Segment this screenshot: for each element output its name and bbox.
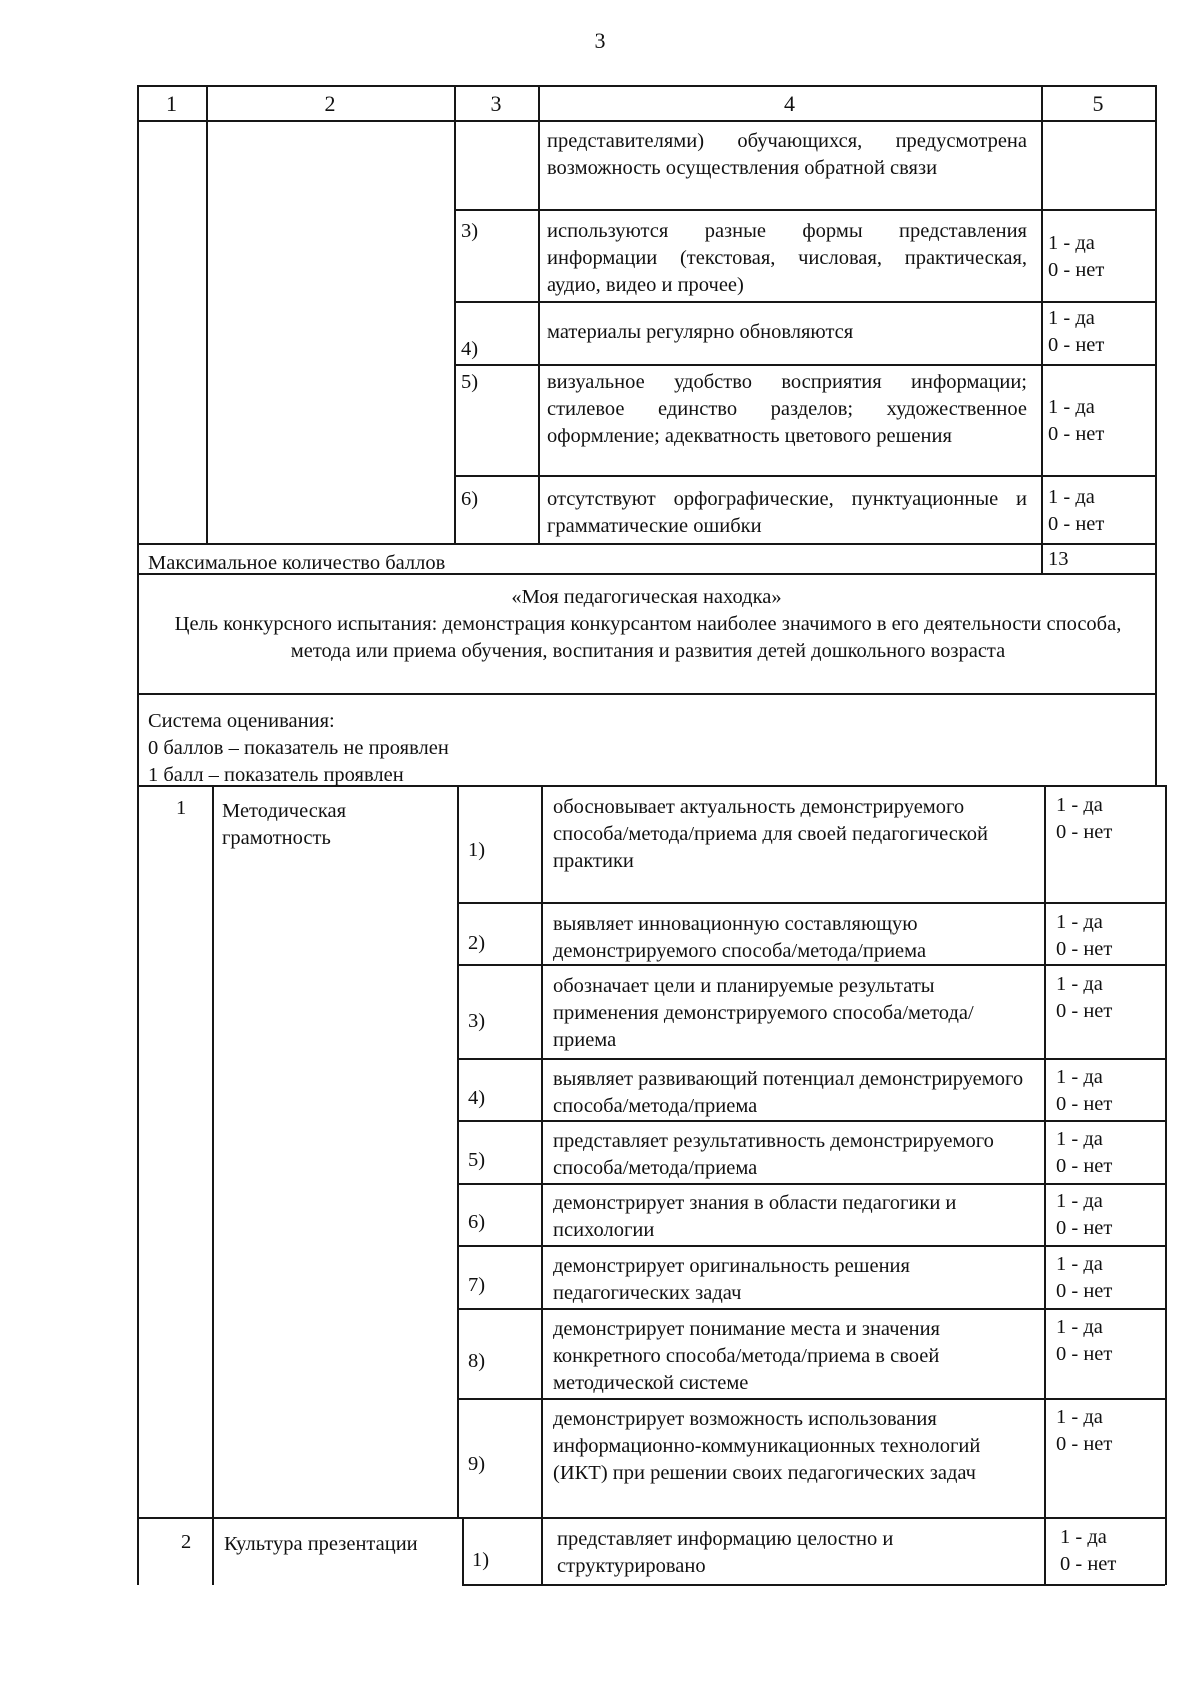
indicator-num: 2)	[468, 932, 486, 954]
score-yes: 1 - да	[1056, 794, 1103, 816]
indicator-text: представляет информацию целостно и структурировано	[557, 1528, 894, 1577]
indicator-num: 7)	[468, 1274, 486, 1296]
page-number: 3	[594, 28, 606, 53]
indicator-num: 4)	[468, 1087, 486, 1109]
score-yes: 1 - да	[1048, 486, 1095, 508]
score-yes: 1 - да	[1056, 1406, 1103, 1428]
indicator-text: выявляет развивающий потенциал демонстрируемого способа/метода/приема	[553, 1068, 1024, 1117]
indicator-text: материалы регулярно обновляются	[547, 321, 854, 343]
indicator-num: 6)	[461, 488, 479, 510]
indicator-num: 5)	[461, 371, 479, 393]
criterion-num: 1	[176, 797, 187, 819]
indicator-text: обозначает цели и планируемые результаты применения демонстрируемого способа/метода/приема	[553, 975, 974, 1051]
score-yes: 1 - да	[1056, 1253, 1103, 1275]
indicator-num: 9)	[468, 1453, 486, 1475]
indicator-text: представителями) обучающихся, предусмотрена возможность осуществления обратной связи	[547, 130, 1027, 179]
score-yes: 1 - да	[1048, 307, 1095, 329]
score-yes: 1 - да	[1048, 396, 1095, 418]
indicator-num: 5)	[468, 1149, 486, 1171]
score-yes: 1 - да	[1048, 232, 1095, 254]
indicator-num: 1)	[468, 839, 486, 861]
indicator-text: демонстрирует знания в области педагогики и психологии	[553, 1192, 957, 1241]
score-no: 0 - нет	[1056, 1155, 1113, 1177]
indicator-num: 3)	[468, 1010, 486, 1032]
indicator-num: 8)	[468, 1350, 486, 1372]
indicator-text: представляет результативность демонстрируемого способа/метода/приема	[553, 1130, 994, 1179]
indicator-text: выявляет инновационную составляющую демонстрируемого способа/метода/приема	[553, 913, 927, 962]
criterion-num: 2	[181, 1531, 192, 1553]
col-header-2: 2	[324, 91, 336, 116]
max-score-label: Максимальное количество баллов	[148, 552, 446, 574]
score-no: 0 - нет	[1048, 334, 1105, 356]
grading-0: 0 баллов – показатель не проявлен	[148, 737, 449, 759]
score-yes: 1 - да	[1056, 973, 1103, 995]
indicator-text: используются разные формы представления информации (текстовая, числовая, практическая, аудио, видео и прочее)	[547, 220, 1027, 296]
indicator-text: обосновывает актуальность демонстрируемого способа/метода/приема для своей педагогической практики	[553, 796, 988, 872]
indicator-num: 3)	[461, 220, 479, 242]
score-yes: 1 - да	[1056, 1128, 1103, 1150]
indicator-num: 6)	[468, 1211, 486, 1233]
col-header-3: 3	[490, 91, 502, 116]
score-yes: 1 - да	[1060, 1526, 1107, 1548]
indicator-num: 4)	[461, 338, 479, 360]
section-goal: Цель конкурсного испытания: демонстрация конкурсантом наиболее значимого в его деятельности способа, метода или приема обучения, воспитания и развития детей дошкольного возраста	[174, 613, 1122, 662]
score-no: 0 - нет	[1056, 1280, 1113, 1302]
score-no: 0 - нет	[1056, 1000, 1113, 1022]
col-header-5: 5	[1092, 91, 1104, 116]
indicator-text: демонстрирует понимание места и значения конкретного способа/метода/приема в своей методической системе	[553, 1318, 940, 1394]
indicator-text: демонстрирует оригинальность решения педагогических задач	[553, 1255, 910, 1304]
score-yes: 1 - да	[1056, 1066, 1103, 1088]
criterion-name: Культура презентации	[224, 1533, 418, 1555]
score-yes: 1 - да	[1056, 1190, 1103, 1212]
score-no: 0 - нет	[1056, 821, 1113, 843]
score-no: 0 - нет	[1056, 1343, 1113, 1365]
score-no: 0 - нет	[1048, 259, 1105, 281]
grading-title: Система оценивания:	[148, 710, 335, 732]
grading-1: 1 балл – показатель проявлен	[148, 764, 404, 786]
indicator-text: демонстрирует возможность использования информационно-коммуникационных технологий (ИКТ) при решении своих педагогических задач	[553, 1408, 981, 1484]
score-no: 0 - нет	[1056, 1093, 1113, 1115]
indicator-text: визуальное удобство восприятия информации; стилевое единство разделов; художественное оформление; адекватность цветового решения	[547, 371, 1027, 447]
score-no: 0 - нет	[1048, 513, 1105, 535]
max-score-value: 13	[1048, 548, 1069, 570]
col-header-4: 4	[784, 91, 795, 116]
score-no: 0 - нет	[1056, 1433, 1113, 1455]
indicator-text: отсутствуют орфографические, пунктуационные и грамматические ошибки	[547, 488, 1027, 537]
score-no: 0 - нет	[1056, 938, 1113, 960]
score-no: 0 - нет	[1060, 1553, 1117, 1575]
criterion-name: Методическая грамотность	[222, 800, 347, 849]
section-title: «Моя педагогическая находка»	[511, 586, 782, 608]
col-header-1: 1	[166, 91, 177, 116]
score-no: 0 - нет	[1048, 423, 1105, 445]
score-no: 0 - нет	[1056, 1217, 1113, 1239]
indicator-num: 1)	[472, 1549, 490, 1571]
score-yes: 1 - да	[1056, 1316, 1103, 1338]
score-yes: 1 - да	[1056, 911, 1103, 933]
